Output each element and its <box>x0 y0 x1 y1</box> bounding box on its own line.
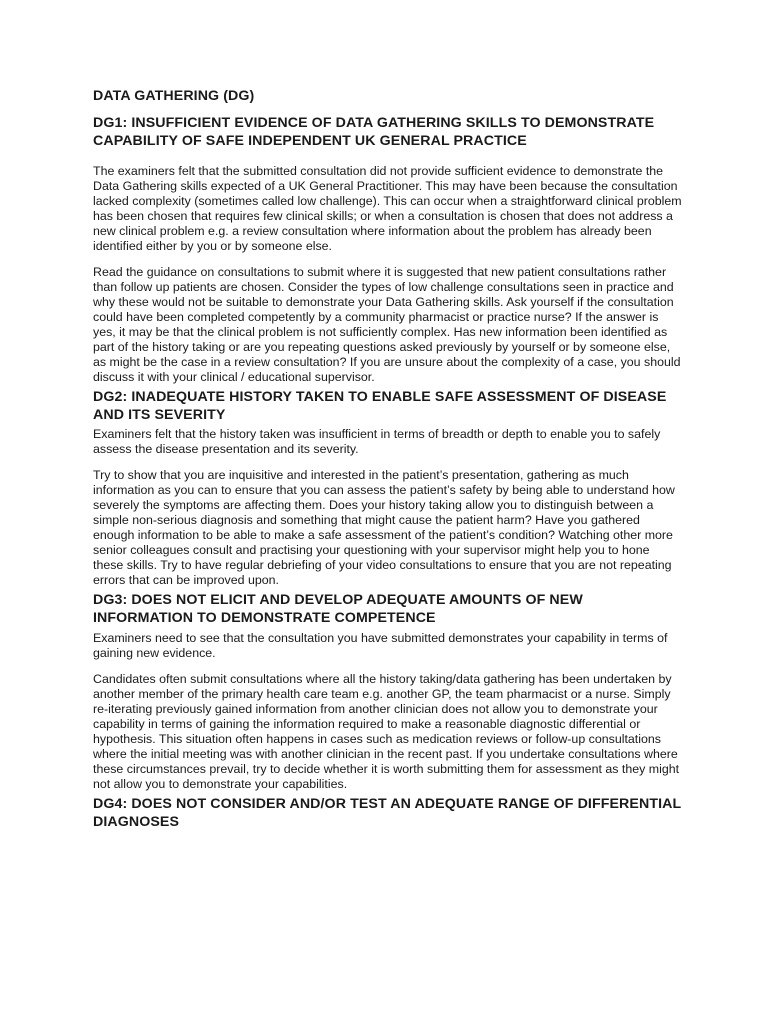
paragraph-dg1-2: Read the guidance on consultations to submit where it is suggested that new patient consultations rather than follow up patients are chosen. Consider the types of low challenge consultations seen in practice and why these would not be suitable to demonstrate your Data Gathering skills. Ask yourself if the consultation could have been completed competently by a community pharmacist or practice nurse? If the answer is yes, it may be that the clinical problem is not sufficiently complex. Has new information been identified as part of the history taking or are you repeating questions asked previously by yourself or by someone else, as might be the case in a review consultation? If you are unsure about the complexity of a case, you should discuss it with your clinical / educational supervisor. <box>93 264 681 384</box>
document-title: DATA GATHERING (DG) <box>93 88 255 104</box>
section-heading-dg4: DG4: DOES NOT CONSIDER AND/OR TEST AN ADEQUATE RANGE OF DIFFERENTIAL DIAGNOSES <box>93 795 681 831</box>
section-heading-dg2: DG2: INADEQUATE HISTORY TAKEN TO ENABLE SAFE ASSESSMENT OF DISEASE AND ITS SEVERITY <box>93 388 667 423</box>
section-heading-dg1: DG1: INSUFFICIENT EVIDENCE OF DATA GATHERING SKILLS TO DEMONSTRATE CAPABILITY OF SAFE INDEPENDENT UK GENERAL PRACTICE <box>93 115 655 150</box>
section-heading-dg3: DG3: DOES NOT ELICIT AND DEVELOP ADEQUATE AMOUNTS OF NEW INFORMATION TO DEMONSTRATE COMPETENCE <box>93 592 583 627</box>
paragraph-dg2-1: Examiners felt that the history taken was insufficient in terms of breadth or depth to enable you to safely assess the disease presentation and its severity. <box>93 427 661 457</box>
paragraph-dg1-1: The examiners felt that the submitted consultation did not provide sufficient evidence to demonstrate the Data Gathering skills expected of a UK General Practitioner. This may have been because the consultation lacked complexity (sometimes called low challenge). This can occur when a straightforward clinical problem has been chosen that requires few clinical skills; or when a consultation is chosen that does not address a new clinical problem e.g. a review consultation where information about the problem has already been identified either by you or by someone else. <box>93 163 682 253</box>
document-page <box>93 87 683 831</box>
paragraph-dg3-1: Examiners need to see that the consultation you have submitted demonstrates your capability in terms of gaining new evidence. <box>93 630 668 660</box>
paragraph-dg2-2: Try to show that you are inquisitive and interested in the patient’s presentation, gathering as much information as you can to ensure that you can assess the patient’s safety by being able to understand how severely the symptoms are affecting them. Does your history taking allow you to distinguish between a simple non-serious diagnosis and something that might cause the patient harm? Have you gathered enough information to be able to make a safe assessment of the patient’s condition? Watching other more senior colleagues consult and practising your questioning with your supervisor might help you to hone these skills. Try to have regular debriefing of your video consultations to ensure that you are not repeating errors that can be improved upon. <box>93 468 675 588</box>
paragraph-dg3-2: Candidates often submit consultations where all the history taking/data gathering has been undertaken by another member of the primary health care team e.g. another GP, the team pharmacist or a nurse. Simply re-iterating previously gained information from another clinician does not allow you to demonstrate your capability in terms of gaining the information required to make a reasonable diagnostic differential or hypothesis. This situation often happens in cases such as medication reviews or follow-up consultations where the initial meeting was with another clinician in the recent past. If you undertake consultations where these circumstances prevail, try to decide whether it is worth submitting them for assessment as they might not allow you to demonstrate your capabilities. <box>93 671 680 791</box>
